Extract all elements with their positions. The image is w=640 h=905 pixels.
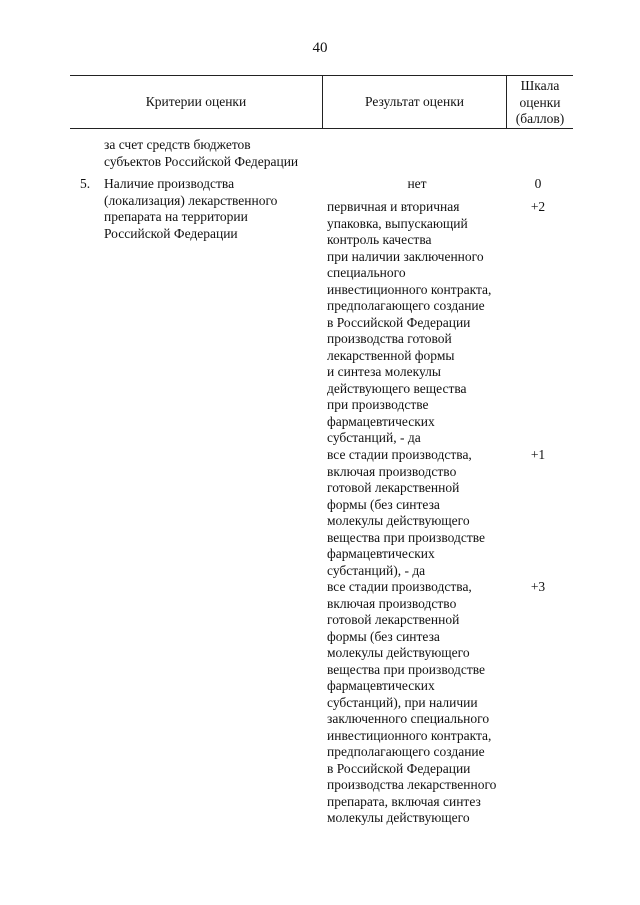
header-result: Результат оценки	[364, 94, 465, 109]
result-option-all-stages-contract: все стадии производства, включая производство готовой лекарственной формы (без синтеза молекулы действующего вещества при производстве фармацевтических субстанций), при наличии заключенного специального инвестиционного контракта, предполагающего создание в Российской Федерации производства лекарственного препарата, включая синтез молекулы действующего	[327, 579, 497, 825]
score-plus-2: +2	[530, 199, 546, 214]
header-scale: Шкала оценки (баллов)	[515, 78, 565, 126]
result-no: нет	[407, 176, 427, 191]
row-number: 5.	[80, 176, 91, 191]
score-plus-3: +3	[530, 579, 546, 594]
row-criterion: Наличие производства (локализация) лекарственного препарата на территории Российской Федерации	[104, 176, 278, 241]
result-option-packaging: первичная и вторичная упаковка, выпускающий контроль качества при наличии заключенного специального инвестиционного контракта, предполагающего создание в Российской Федерации производства готовой лекарственной формы и синтеза молекулы действующего вещества при производстве фармацевтических субстанций, - да	[327, 199, 492, 445]
score-0: 0	[534, 176, 542, 191]
table-header-bottom-border	[70, 128, 573, 129]
score-plus-1: +1	[530, 447, 546, 462]
header-criteria: Критерии оценки	[145, 94, 247, 109]
result-option-all-stages: все стадии производства, включая производство готовой лекарственной формы (без синтеза молекулы действующего вещества при производстве фармацевтических субстанций), - да	[327, 447, 486, 578]
page-number: 40	[312, 40, 328, 56]
continuation-text: за счет средств бюджетов субъектов Российской Федерации	[104, 137, 299, 169]
